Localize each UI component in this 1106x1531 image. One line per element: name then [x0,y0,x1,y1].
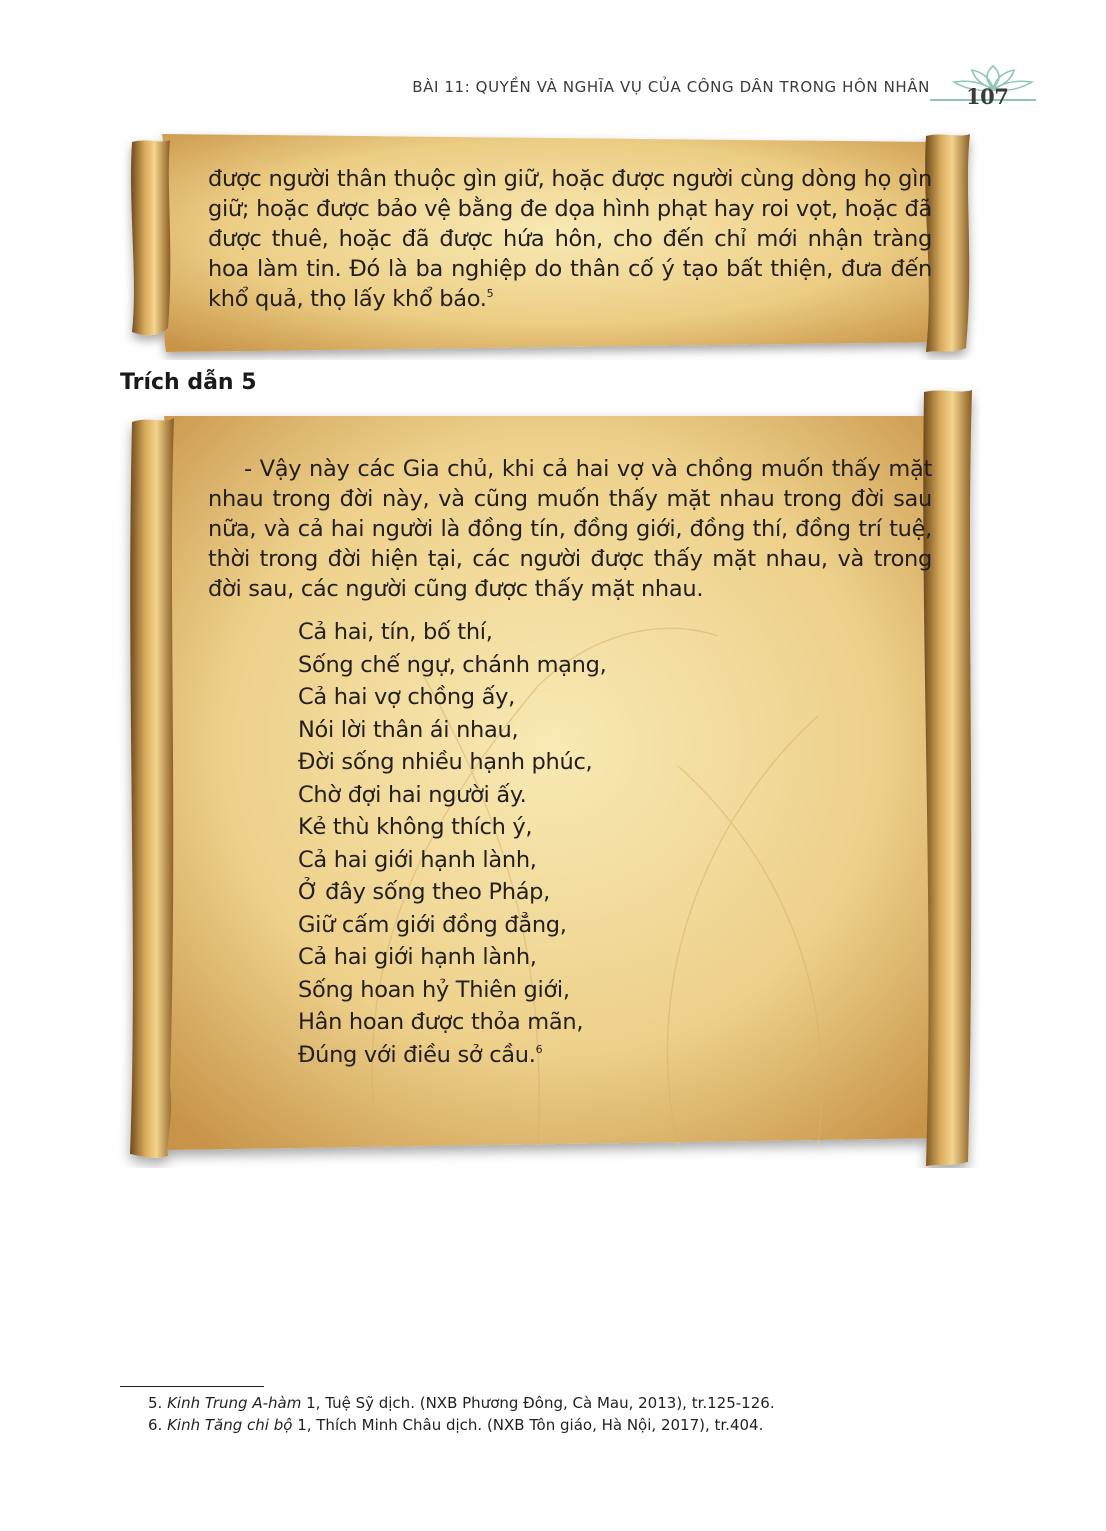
chapter-title: BÀI 11: QUYỀN VÀ NGHĨA VỤ CỦA CÔNG DÂN TRONG HÔN NHÂN [412,78,930,96]
verse-line: Sống hoan hỷ Thiên giới, [298,976,570,1003]
verse-line: Ở đây sống theo Pháp, [298,879,551,905]
page-number: 107 [966,84,1009,109]
footnote-title: Kinh Trung A-hàm [167,1394,302,1412]
excerpt-4-text: được người thân thuộc gìn giữ, hoặc được người cùng dòng họ gìn giữ; hoặc được bảo vệ bằng đe dọa hình phạt hay roi vọt, hoặc đã được thuê, hoặc đã được hứa hôn, cho đến chỉ mới nhận tràng hoa làm tin. Đó là ba nghiệp do thân cố ý tạo bất thiện, đưa đến khổ quả, thọ lấy khổ báo. [208,166,932,312]
footnote-ref-5[interactable]: 5 [486,287,494,300]
verse-line: Nói lời thân ái nhau, [298,716,519,743]
verse-line: Cả hai vợ chồng ấy, [298,684,515,710]
verse-line: Giữ cấm giới đồng đẳng, [298,911,567,938]
verse-line: Đúng với điều sở cầu. [298,1041,536,1068]
footnote-detail: 1, Thích Minh Châu dịch. (NXB Tôn giáo, Hà Nội, 2017), tr.404. [292,1416,764,1434]
parchment-scroll-citation-5 [118,386,980,1168]
verse-list [298,616,932,1071]
footnote-detail: 1, Tuệ Sỹ dịch. (NXB Phương Đông, Cà Mau, 2013), tr.125-126. [301,1394,775,1412]
parchment-scroll-excerpt [118,128,980,360]
verse-line: Sống chế ngự, chánh mạng, [298,651,607,678]
verse-line: Hân hoan được thỏa mãn, [298,1009,584,1035]
excerpt-4-body [208,164,932,314]
verse-line: Cả hai giới hạnh lành, [298,846,537,873]
footnote-rule [120,1386,264,1387]
footnote-ref-6[interactable]: 6 [535,1042,543,1056]
citation-5-body [208,454,932,1071]
footnote-title: Kinh Tăng chi bộ [167,1416,293,1434]
verse-line-last [298,1039,932,1072]
footnote-number: 6. [148,1416,163,1434]
section-heading: Trích dẫn 5 [120,370,257,395]
verse-line: Kẻ thù không thích ý, [298,814,533,840]
footnote-number: 5. [148,1394,163,1412]
footnote-5 [148,1392,775,1414]
footnotes [148,1392,775,1436]
verse-line: Cả hai, tín, bố thí, [298,619,493,645]
citation-paragraph: - Vậy này các Gia chủ, khi cả hai vợ và chồng muốn thấy mặt nhau trong đời này, và cũng muốn thấy mặt nhau trong đời sau nữa, và cả hai người là đồng tín, đồng giới, đồng thí, đồng trí tuệ, thời trong đời hiện tại, các người được thấy mặt nhau, và trong đời sau, các người cũng được thấy mặt nhau. [208,456,932,602]
verse-line: Chờ đợi hai người ấy. [298,781,527,808]
verse-line: Đời sống nhiều hạnh phúc, [298,749,593,775]
footnote-6 [148,1414,775,1436]
verse-line: Cả hai giới hạnh lành, [298,944,537,970]
page-header [0,76,1106,116]
